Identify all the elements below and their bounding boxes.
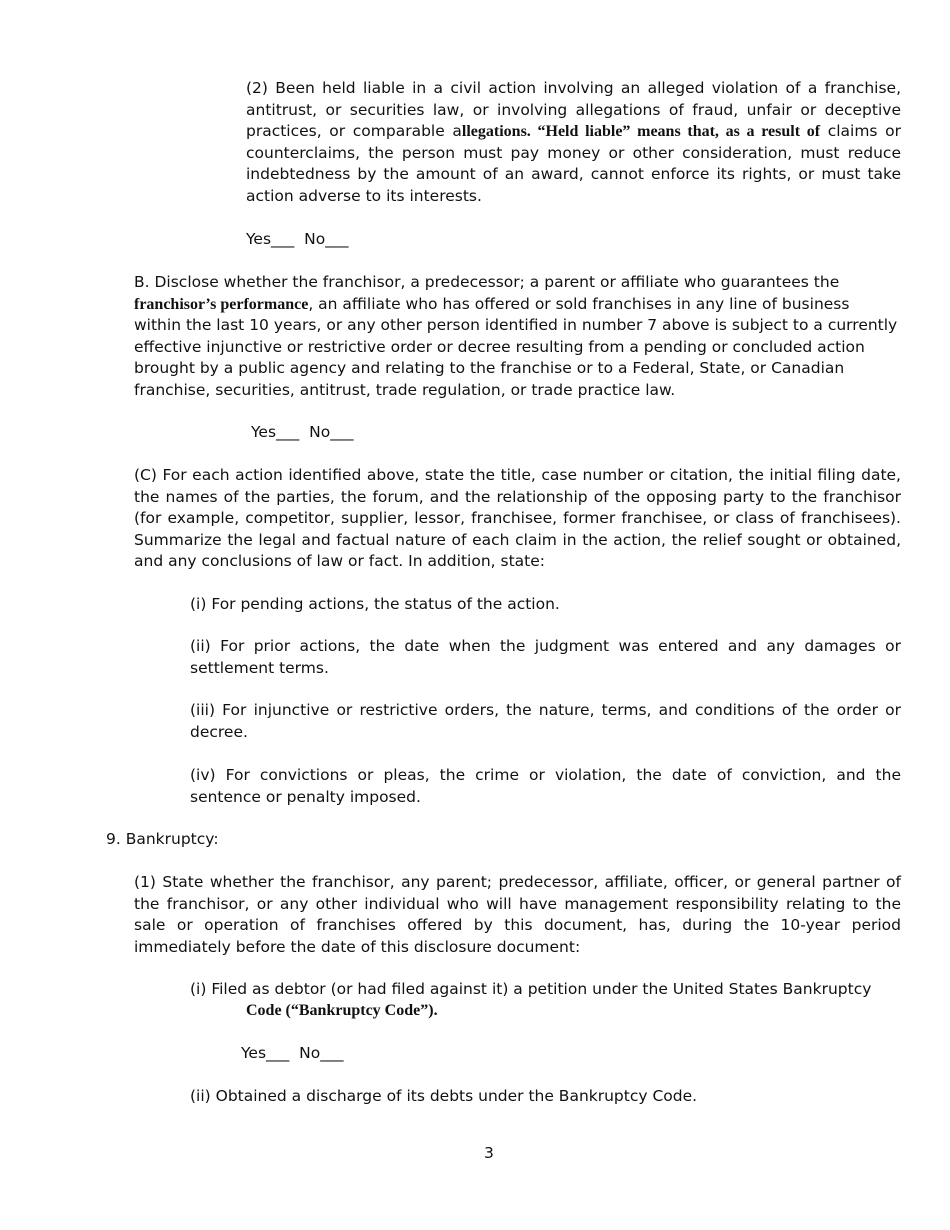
bankruptcy-item-i-line-1: (i) Filed as debtor (or had filed against it) a petition under the United States Bankruptcy xyxy=(190,980,872,998)
page-number: 3 xyxy=(484,1144,494,1162)
section-c-item-iii: (iii) For injunctive or restrictive orders, the nature, terms, and conditions of the order or decree. xyxy=(190,701,901,741)
section-c-paragraph: (C) For each action identified above, state the title, case number or citation, the initial filing date, the names of the parties, the forum, and the relationship of the opposing party to the franchisor (for example, competitor, supplier, lessor, franchisee, former franchisee, or class of franchisees). Summarize the legal and factual nature of each claim in the action, the relief sought or obtained, and any conclusions of law or fact. In addition, state: xyxy=(134,466,901,570)
bankruptcy-item-i-line-2: Code (“Bankruptcy Code”). xyxy=(246,1002,438,1019)
section-c-item-ii: (ii) For prior actions, the date when the judgment was entered and any damages or settlement terms. xyxy=(190,637,901,677)
section-b-paragraph xyxy=(134,272,900,401)
item-2-text-c: claims or counterclaims, the person must pay money or other consideration, must reduce indebtedness by the amount of an award, cannot enforce its rights, or must take action adverse to its interests. xyxy=(246,122,901,205)
section-b-text-c: , an affiliate who has offered or sold franchises in any line of business within the last 10 years, or any other person identified in number 7 above is subject to a currently effective injunctive or restrictive order or decree resulting from a pending or concluded action brought by a public agency and relating to the franchise or to a Federal, State, or Canadian franchise, securities, antitrust, trade regulation, or trade practice law. xyxy=(134,294,898,399)
item-2-text-b: llegations. “Held liable” means that, as a result of xyxy=(461,123,821,140)
yes-no-answer-3: Yes___ No___ xyxy=(241,1044,344,1062)
yes-no-answer-1: Yes___ No___ xyxy=(246,230,349,248)
bankruptcy-heading: 9. Bankruptcy: xyxy=(106,830,219,848)
section-b-text-a: B. Disclose whether the franchisor, a predecessor; a parent or affiliate who guarantees the xyxy=(134,273,840,291)
bankruptcy-intro-paragraph: (1) State whether the franchisor, any parent; predecessor, affiliate, officer, or general partner of the franchisor, or any other individual who will have management responsibility relating to the sale or operation of franchises offered by this document, has, during the 10-year period immediately before the date of this disclosure document: xyxy=(134,873,901,956)
yes-no-answer-2: Yes___ No___ xyxy=(251,423,354,441)
item-2-paragraph xyxy=(246,78,901,207)
section-b-text-b: franchisor’s performance xyxy=(134,295,309,313)
bankruptcy-item-ii: (ii) Obtained a discharge of its debts under the Bankruptcy Code. xyxy=(190,1087,698,1105)
section-c-item-iv: (iv) For convictions or pleas, the crime or violation, the date of conviction, and the sentence or penalty imposed. xyxy=(190,766,901,806)
section-c-item-i: (i) For pending actions, the status of the action. xyxy=(190,595,560,613)
item-2-text-a: (2) Been held liable in a civil action involving an alleged violation of a franchise, antitrust, or securities law, or involving allegations of fraud, unfair or deceptive practices, or comparable a xyxy=(246,79,901,140)
